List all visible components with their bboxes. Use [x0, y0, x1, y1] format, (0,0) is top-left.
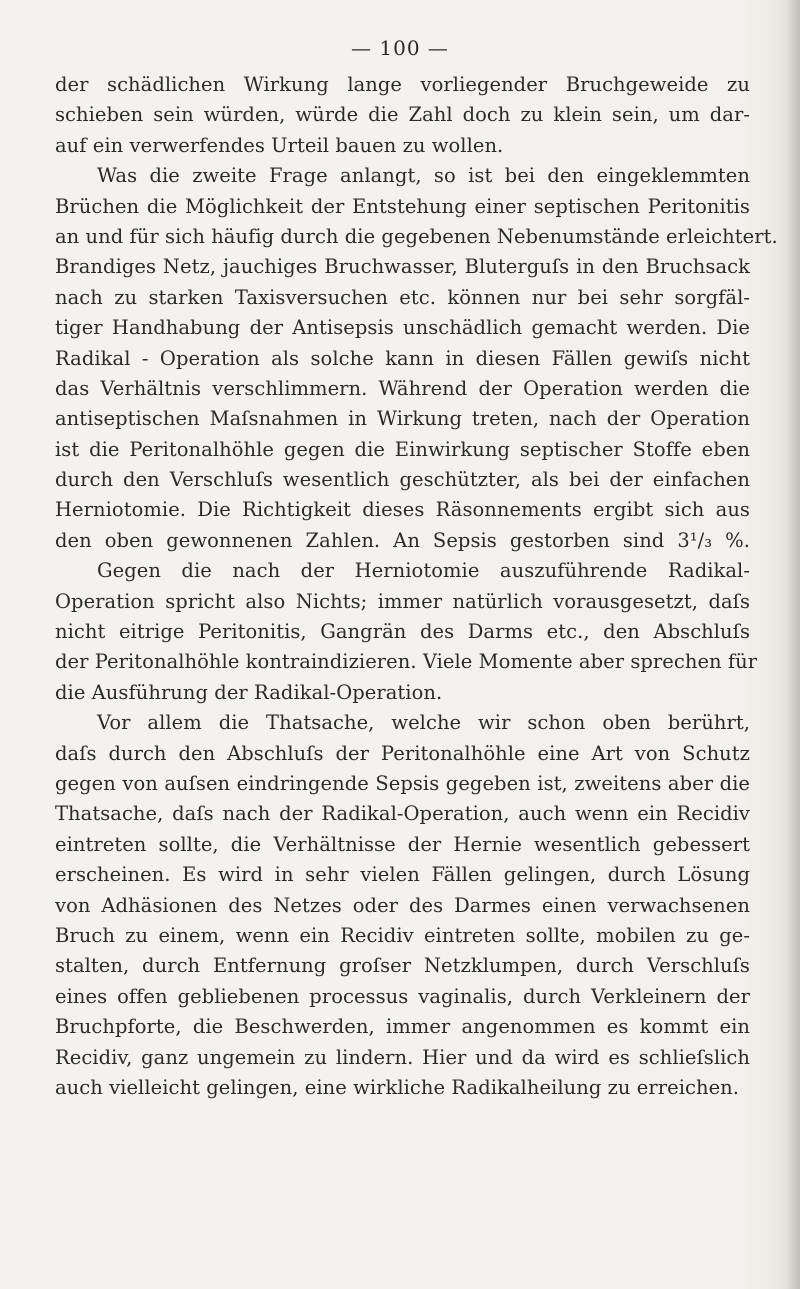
text-line: schieben sein würden, würde die Zahl doch zu klein sein, um dar-	[55, 103, 750, 127]
text-line: auch vielleicht gelingen, eine wirkliche Radikalheilung zu erreichen.	[55, 1075, 740, 1099]
paragraph-1	[55, 70, 750, 161]
text-line: tiger Handhabung der Antisepsis unschädlich gemacht werden. Die	[55, 316, 750, 340]
text-line: eintreten sollte, die Verhältnisse der Hernie wesentlich gebessert	[55, 832, 750, 856]
text-line: eines offen gebliebenen processus vaginalis, durch Verkleinern der	[55, 984, 750, 1008]
text-line: den oben gewonnenen Zahlen. An Sepsis gestorben sind 3¹/₃ %.	[55, 528, 750, 552]
text-line: Brüchen die Möglichkeit der Entstehung einer septischen Peritonitis	[55, 194, 750, 218]
text-line: Radikal - Operation als solche kann in diesen Fällen gewiſs nicht	[55, 346, 750, 370]
text-line: Bruch zu einem, wenn ein Recidiv eintreten sollte, mobilen zu ge-	[55, 923, 750, 947]
page-number: — 100 —	[351, 36, 449, 60]
text-line: Was die zweite Frage anlangt, so ist bei den eingeklemmten	[97, 164, 750, 188]
text-line: durch den Verschluſs wesentlich geschützter, als bei der einfachen	[55, 468, 750, 492]
text-line: Recidiv, ganz ungemein zu lindern. Hier und da wird es schlieſslich	[55, 1045, 750, 1069]
text-line: auf ein verwerfendes Urteil bauen zu wollen.	[55, 133, 504, 157]
text-line: Brandiges Netz, jauchiges Bruchwasser, Bluterguſs in den Bruchsack	[55, 255, 750, 279]
text-line: Operation spricht also Nichts; immer natürlich vorausgesetzt, daſs	[55, 589, 750, 613]
text-line: daſs durch den Abschluſs der Peritonalhöhle eine Art von Schutz	[55, 741, 750, 765]
text-line: von Adhäsionen des Netzes oder des Darmes einen verwachsenen	[55, 893, 750, 917]
page-edge-shadow	[786, 0, 800, 1289]
text-line: Vor allem die Thatsache, welche wir schon oben berührt,	[97, 711, 750, 735]
text-line: antiseptischen Maſsnahmen in Wirkung treten, nach der Operation	[55, 407, 750, 431]
text-line: ist die Peritonalhöhle gegen die Einwirkung septischer Stoffe eben	[55, 437, 750, 461]
text-line: erscheinen. Es wird in sehr vielen Fällen gelingen, durch Lösung	[55, 863, 750, 887]
text-line: der Peritonalhöhle kontraindizieren. Viele Momente aber sprechen für	[55, 650, 758, 674]
text-line: stalten, durch Entfernung groſser Netzklumpen, durch Verschluſs	[55, 954, 750, 978]
body-text	[55, 70, 778, 1103]
text-line: das Verhältnis verschlimmern. Während der Operation werden die	[55, 376, 750, 400]
text-line: die Ausführung der Radikal-Operation.	[55, 680, 443, 704]
paragraph-2	[55, 161, 778, 708]
text-line: Bruchpforte, die Beschwerden, immer angenommen es kommt ein	[55, 1015, 750, 1039]
text-line: gegen von auſsen eindringende Sepsis gegeben ist, zweitens aber die	[55, 771, 750, 795]
text-line: nach zu starken Taxisversuchen etc. können nur bei sehr sorgfäl-	[55, 285, 750, 309]
paragraph-3	[55, 708, 750, 1103]
text-line: nicht eitrige Peritonitis, Gangrän des Darms etc., den Abschluſs	[55, 620, 750, 644]
text-line: der schädlichen Wirkung lange vorliegender Bruchgeweide zu	[55, 73, 750, 96]
text-line: an und für sich häufig durch die gegebenen Nebenumstände erleichtert.	[55, 224, 778, 248]
text-line: Herniotomie. Die Richtigkeit dieses Räsonnements ergibt sich aus	[55, 498, 750, 522]
text-line: Thatsache, daſs nach der Radikal-Operation, auch wenn ein Recidiv	[55, 802, 750, 826]
text-line: Gegen die nach der Herniotomie auszuführende Radikal-	[97, 559, 750, 583]
